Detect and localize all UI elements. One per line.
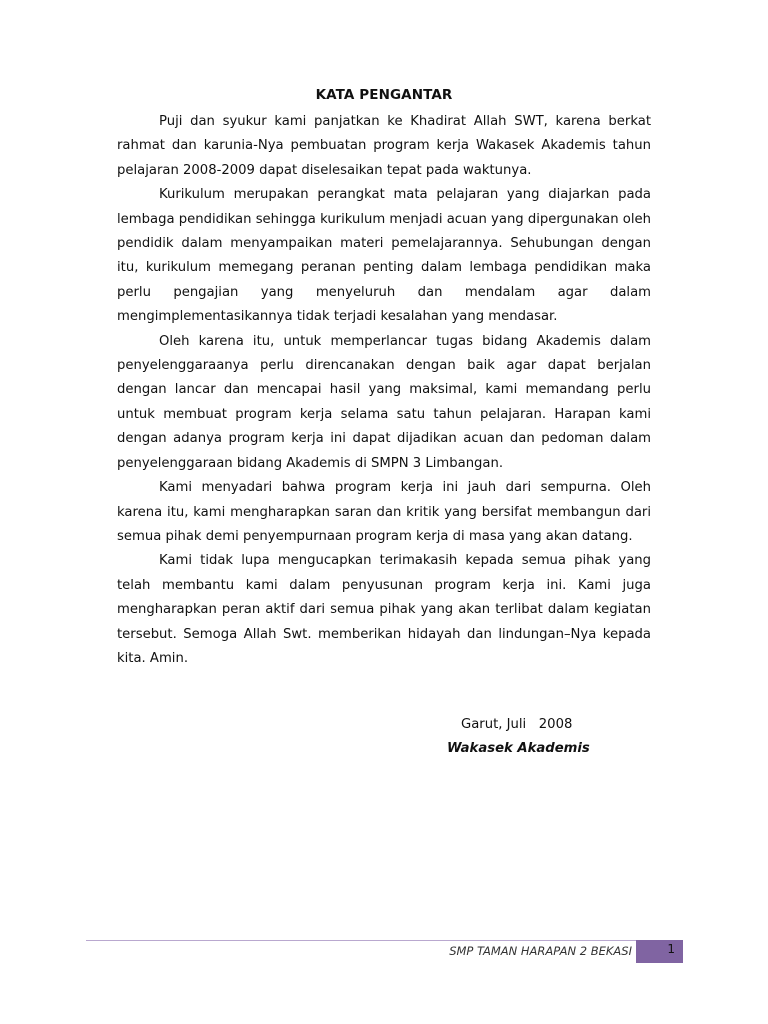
paragraph-5: Kami tidak lupa mengucapkan terimakasih kepada semua pihak yang telah membantu kami dalam penyusunan program kerja ini. Kami juga mengharapkan peran aktif dari semua pihak yang akan terlibat dalam kegiatan tersebut. Semoga Allah Swt. memberikan hidayah dan lindungan–Nya kepada kita. Amin. [117, 553, 651, 666]
page-number: 1 [667, 942, 675, 956]
closing-signatory: Wakasek Akademis [447, 741, 590, 756]
footer-school-name: SMP TAMAN HARAPAN 2 BEKASI [449, 944, 632, 958]
document-body [117, 110, 651, 671]
paragraph-1: Puji dan syukur kami panjatkan ke Khadirat Allah SWT, karena berkat rahmat dan karunia-Nya pembuatan program kerja Wakasek Akademis tahun pelajaran 2008-2009 dapat diselesaikan tepat pada waktunya. [117, 114, 651, 178]
page-number-badge [636, 940, 683, 963]
paragraph-2: Kurikulum merupakan perangkat mata pelajaran yang diajarkan pada lembaga pendidikan sehingga kurikulum menjadi acuan yang dipergunakan oleh pendidik dalam menyampaikan materi pemelajarannya. Sehubungan dengan itu, kurikulum memegang peranan penting dalam lembaga pendidikan maka perlu pengajian yang menyeluruh dan mendalam agar dalam mengimplementasikannya tidak terjadi kesalahan yang mendasar. [117, 187, 651, 325]
closing-place-date: Garut, Juli 2008 [461, 717, 573, 732]
paragraph-3: Oleh karena itu, untuk memperlancar tugas bidang Akademis dalam penyelenggaraanya perlu direncanakan dengan baik agar dapat berjalan dengan lancar dan mencapai hasil yang maksimal, kami memandang perlu untuk membuat program kerja selama satu tahun pelajaran. Harapan kami dengan adanya program kerja ini dapat dijadikan acuan dan pedoman dalam penyelenggaraan bidang Akademis di SMPN 3 Limbangan. [117, 333, 651, 471]
document-title: KATA PENGANTAR [315, 87, 453, 103]
footer-divider [86, 940, 683, 941]
paragraph-4: Kami menyadari bahwa program kerja ini jauh dari sempurna. Oleh karena itu, kami mengharapkan saran dan kritik yang bersifat membangun dari semua pihak demi penyempurnaan program kerja di masa yang akan datang. [117, 480, 651, 544]
